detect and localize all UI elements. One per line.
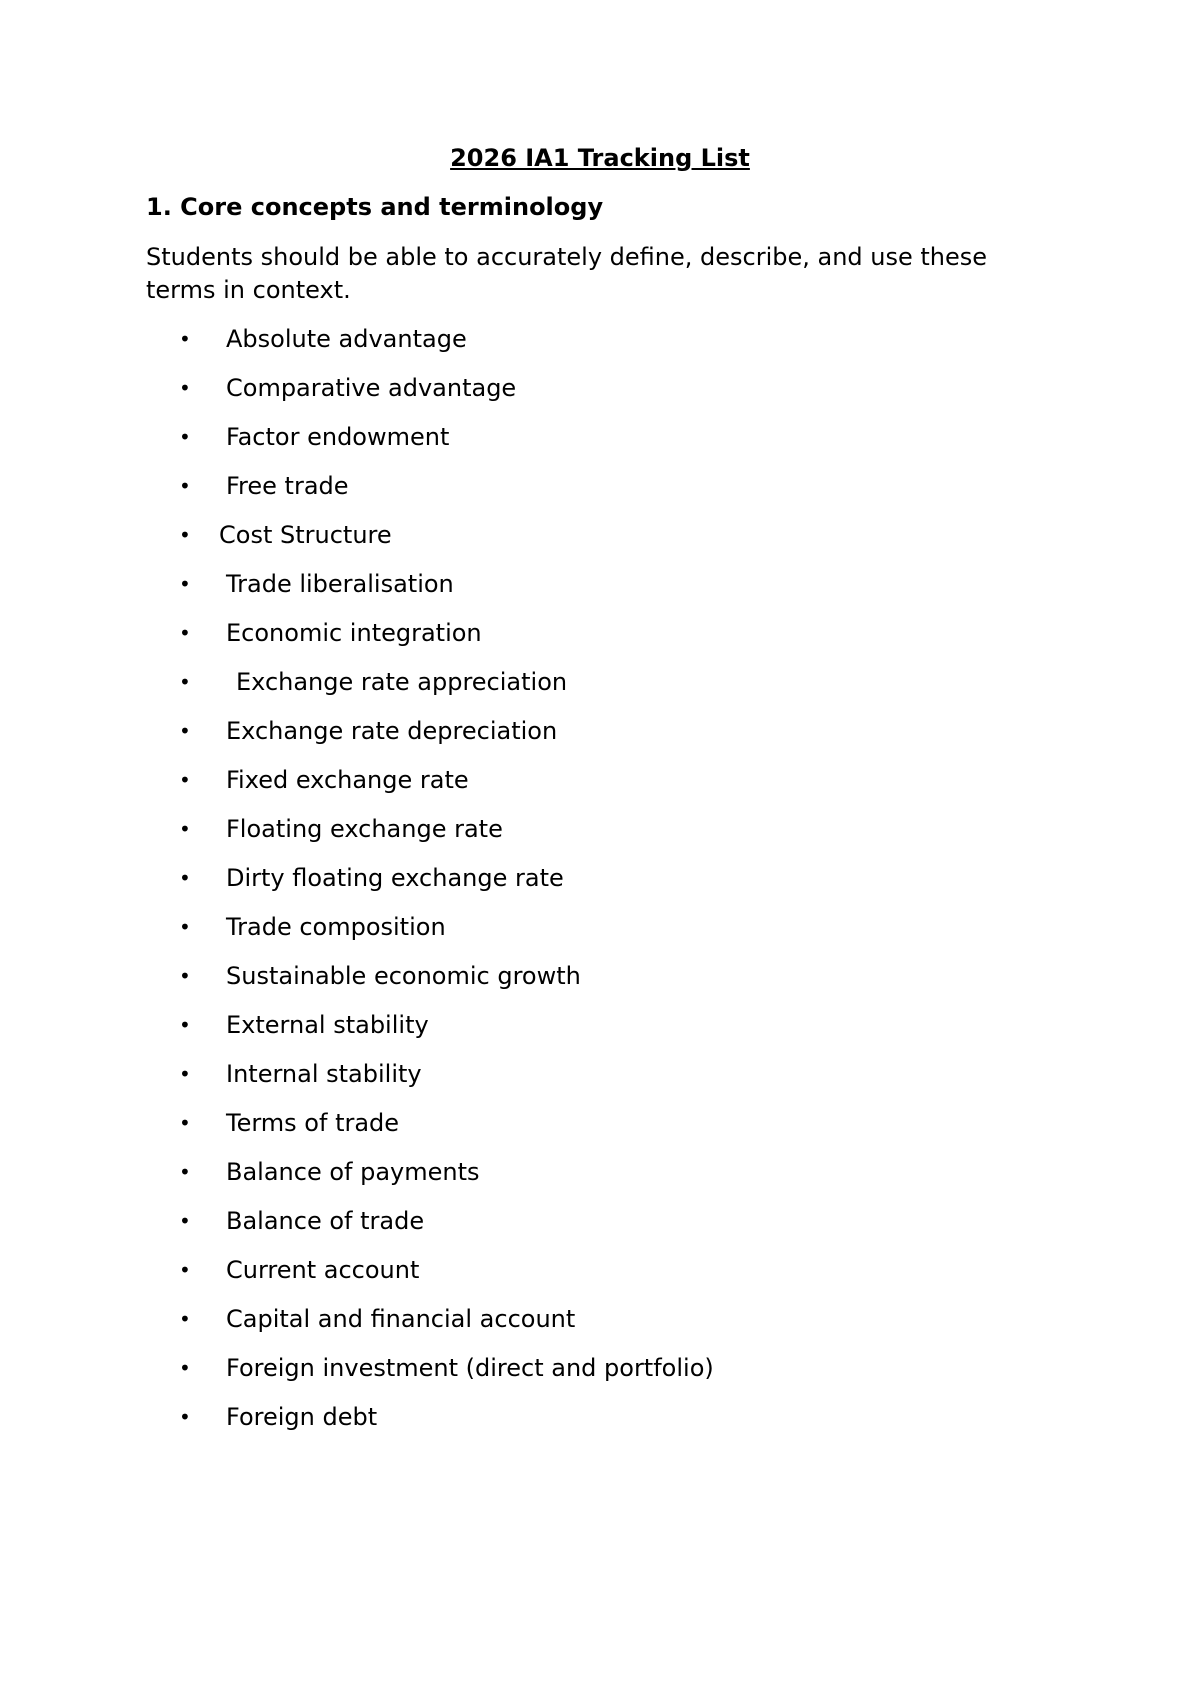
terms-list [0,320,1200,1447]
document-title: 2026 IA1 Tracking List [450,144,750,172]
list-item-text: External stability [226,1011,429,1039]
bullet-icon: • [179,1258,191,1282]
list-item [0,516,1200,565]
list-item-text: Economic integration [226,619,482,647]
list-item [0,1349,1200,1398]
list-item [0,565,1200,614]
list-item-text: Cost Structure [219,521,392,549]
bullet-icon: • [179,327,191,351]
list-item [0,1104,1200,1153]
bullet-icon: • [179,719,191,743]
list-item-text: Floating exchange rate [226,815,503,843]
list-item [0,761,1200,810]
list-item-text: Comparative advantage [226,374,517,402]
list-item-text: Exchange rate depreciation [226,717,558,745]
list-item [0,369,1200,418]
bullet-icon: • [179,621,191,645]
list-item [0,859,1200,908]
bullet-icon: • [179,915,191,939]
bullet-icon: • [179,523,191,547]
list-item-text: Fixed exchange rate [226,766,469,794]
list-item-text: Absolute advantage [226,325,467,353]
list-item [0,663,1200,712]
list-item-text: Balance of trade [226,1207,425,1235]
bullet-icon: • [179,376,191,400]
bullet-icon: • [179,1013,191,1037]
bullet-icon: • [179,670,191,694]
list-item-text: Factor endowment [226,423,450,451]
bullet-icon: • [179,817,191,841]
list-item [0,1300,1200,1349]
bullet-icon: • [179,1405,191,1429]
list-item-text: Exchange rate appreciation [236,668,568,696]
list-item [0,1202,1200,1251]
bullet-icon: • [179,1356,191,1380]
list-item [0,810,1200,859]
list-item-text: Free trade [226,472,349,500]
list-item-text: Dirty floating exchange rate [226,864,564,892]
list-item-text: Foreign investment (direct and portfolio) [226,1354,714,1382]
list-item [0,1251,1200,1300]
list-item [0,1153,1200,1202]
list-item [0,908,1200,957]
list-item-text: Terms of trade [226,1109,400,1137]
list-item [0,1398,1200,1447]
list-item [0,320,1200,369]
list-item-text: Current account [226,1256,420,1284]
bullet-icon: • [179,1209,191,1233]
list-item-text: Balance of payments [226,1158,480,1186]
list-item-text: Trade liberalisation [226,570,454,598]
bullet-icon: • [179,1307,191,1331]
list-item-text: Sustainable economic growth [226,962,581,990]
bullet-icon: • [179,1111,191,1135]
bullet-icon: • [179,768,191,792]
list-item [0,957,1200,1006]
bullet-icon: • [179,1062,191,1086]
section-heading: 1. Core concepts and terminology [146,193,604,221]
bullet-icon: • [179,425,191,449]
bullet-icon: • [179,964,191,988]
list-item [0,467,1200,516]
bullet-icon: • [179,572,191,596]
list-item-text: Foreign debt [226,1403,378,1431]
list-item-text: Capital and financial account [226,1305,576,1333]
bullet-icon: • [179,1160,191,1184]
list-item [0,1006,1200,1055]
list-item [0,614,1200,663]
list-item [0,418,1200,467]
bullet-icon: • [179,866,191,890]
list-item-text: Internal stability [226,1060,422,1088]
intro-paragraph: Students should be able to accurately define, describe, and use these terms in context. [146,243,988,304]
bullet-icon: • [179,474,191,498]
list-item [0,1055,1200,1104]
list-item-text: Trade composition [226,913,446,941]
list-item [0,712,1200,761]
